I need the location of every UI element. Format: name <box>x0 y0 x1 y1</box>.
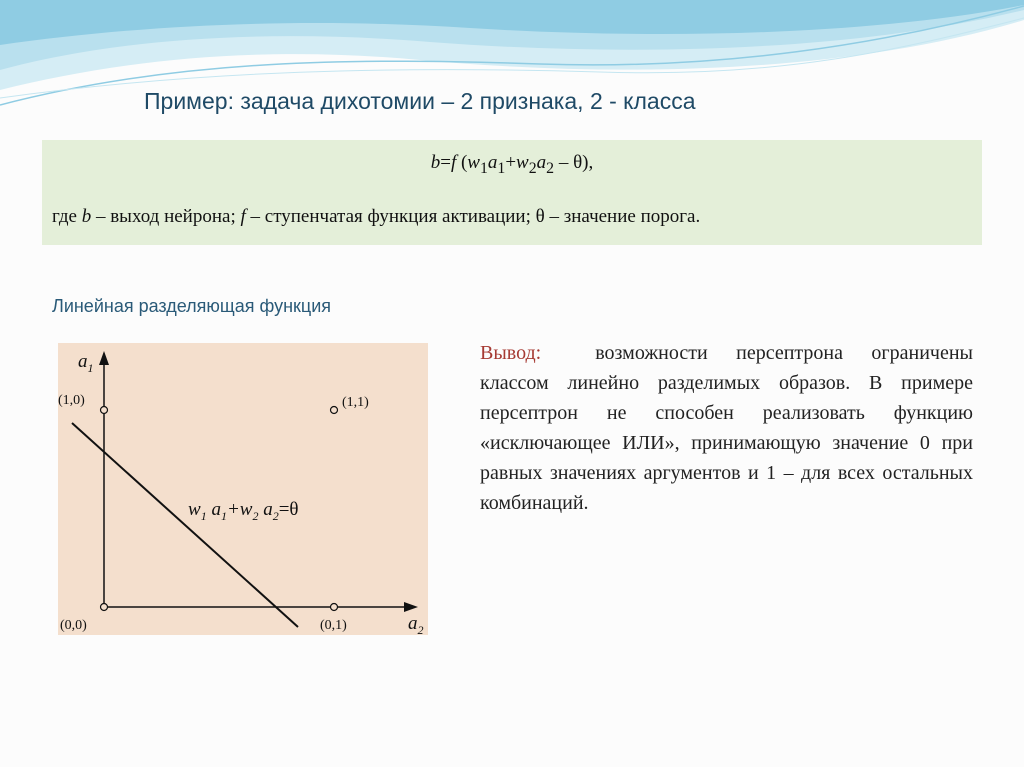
separating-function-plot <box>58 343 428 635</box>
y-axis-label: $a_1$ <box>78 351 94 375</box>
slide-title: Пример: задача дихотомии – 2 признака, 2 - класса <box>144 88 696 114</box>
data-point-1 <box>331 604 338 611</box>
formula-box <box>42 140 982 245</box>
formula-legend: где b – выход нейрона; f – ступенчатая функция активации; θ – значение порога. <box>52 206 701 227</box>
conclusion-text <box>480 338 973 518</box>
diagram-subtitle: Линейная разделяющая функция <box>52 296 332 316</box>
x-axis-label: $a_2$ <box>408 613 424 635</box>
plot-background <box>58 343 428 635</box>
data-point-label-2: (1,0) <box>58 393 85 408</box>
conclusion-body: возможности персептрона ограничены классом линейно разделимых образов. В примере персептрон не способен реализовать функцию «исключающее ИЛИ», принимающую значение 0 при равных значениях аргументов и 1 – для всех остальных комбинаций. <box>480 342 973 514</box>
data-point-label-1: (0,1) <box>320 618 347 633</box>
data-point-label-3: (1,1) <box>342 395 369 410</box>
data-point-2 <box>101 407 108 414</box>
conclusion-label: Вывод: <box>480 342 542 364</box>
data-point-0 <box>101 604 108 611</box>
neuron-formula: b=f $(w_1a_1+w_2a_2 - \theta)$, <box>430 152 594 177</box>
data-point-label-0: (0,0) <box>60 618 87 633</box>
data-point-3 <box>331 407 338 414</box>
line-equation: $w_1$ $a_1+w_2$ $a_2=\theta$ <box>188 499 299 523</box>
